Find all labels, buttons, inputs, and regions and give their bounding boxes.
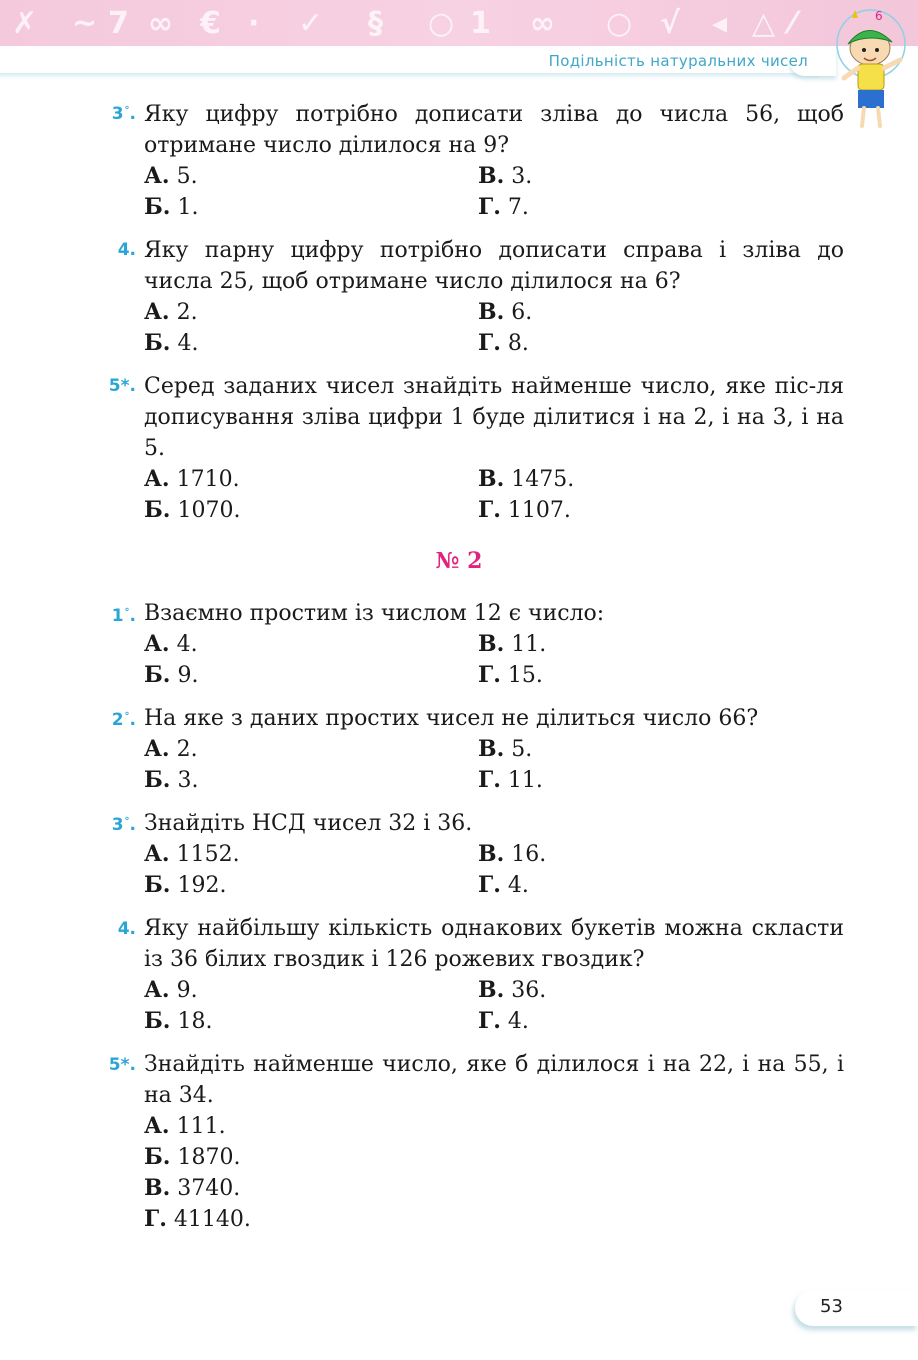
answer-options	[144, 734, 844, 796]
option-value: 36.	[511, 978, 547, 1003]
option-value: 111.	[176, 1114, 226, 1139]
answer-option[interactable]	[144, 629, 478, 660]
answer-option[interactable]	[478, 660, 808, 691]
section-header-title: Подільність натуральних чисел	[548, 52, 808, 70]
answer-option[interactable]	[478, 765, 808, 796]
question-text: Знайдіть НСД чисел 32 і 36.	[144, 811, 473, 836]
option-value: 4.	[177, 331, 199, 356]
option-value: 1870.	[177, 1145, 241, 1170]
option-value: 1.	[177, 195, 199, 220]
difficulty-mark: °	[124, 816, 130, 827]
mascot-eye	[875, 48, 879, 52]
option-letter: Г.	[478, 767, 501, 793]
answer-option[interactable]	[144, 734, 478, 765]
answer-option[interactable]	[144, 975, 478, 1006]
option-value: 2.	[176, 300, 198, 325]
question-number-value: 2	[111, 710, 124, 730]
option-letter: Б.	[144, 662, 171, 688]
option-letter: Г.	[478, 330, 501, 356]
decorative-symbol: 7	[108, 6, 129, 41]
decorative-symbol: ·	[248, 6, 260, 41]
option-letter: В.	[478, 841, 505, 867]
option-value: 7.	[507, 195, 529, 220]
option-value: 4.	[176, 632, 198, 657]
answer-options	[144, 1111, 844, 1235]
question-number-value: 4.	[117, 919, 136, 939]
question-block	[144, 371, 844, 526]
answer-option[interactable]	[478, 1006, 808, 1037]
answer-options	[144, 161, 844, 223]
answer-option[interactable]	[144, 161, 478, 192]
answer-option[interactable]	[144, 1204, 844, 1235]
number-dot: .	[129, 710, 136, 730]
option-value: 2.	[176, 737, 198, 762]
decorative-symbol: ◂	[712, 6, 728, 41]
option-value: 3.	[177, 768, 199, 793]
page-number: 53	[820, 1296, 843, 1317]
option-value: 6.	[511, 300, 533, 325]
option-value: 5.	[176, 164, 198, 189]
answer-options	[144, 297, 844, 359]
option-value: 3.	[511, 164, 533, 189]
star-icon	[852, 10, 858, 18]
question-number-value: 4.	[117, 240, 136, 260]
decorative-symbol: △	[752, 6, 776, 41]
question-number-value: 5	[108, 376, 121, 396]
mascot-yellow-shirt	[858, 64, 884, 90]
question-text: Яку найбільшу кількість однакових букетів можна скласти із 36 білих гвоздик і 126 рожевих гвоздик?	[144, 916, 844, 972]
question-block	[144, 99, 844, 223]
option-value: 11.	[507, 768, 543, 793]
option-letter: Г.	[478, 872, 501, 898]
option-letter: Б.	[144, 1144, 171, 1170]
question-text: Яку парну цифру потрібно дописати справа і зліва до числа 25, щоб отримане число ділилося на 6?	[144, 238, 844, 294]
option-value: 9.	[177, 663, 199, 688]
answer-option[interactable]	[144, 328, 478, 359]
option-value: 15.	[507, 663, 543, 688]
option-value: 9.	[176, 978, 198, 1003]
question-number	[100, 710, 136, 730]
answer-option[interactable]	[144, 870, 478, 901]
question-block	[144, 913, 844, 1037]
header-underline	[0, 73, 820, 79]
question-number	[100, 104, 136, 124]
option-letter: В.	[144, 1175, 171, 1201]
question-number	[100, 240, 136, 260]
option-value: 4.	[507, 1009, 529, 1034]
decorative-symbol: §	[368, 6, 383, 41]
number-dot: .	[129, 376, 136, 396]
option-value: 4.	[507, 873, 529, 898]
option-value: 1070.	[177, 498, 241, 523]
answer-option[interactable]	[144, 1111, 844, 1142]
option-letter: А.	[144, 977, 170, 1003]
question-number	[100, 919, 136, 939]
question-block	[144, 598, 844, 691]
answer-options	[144, 975, 844, 1037]
option-letter: А.	[144, 163, 170, 189]
option-letter: В.	[478, 977, 505, 1003]
difficulty-mark: *	[120, 376, 130, 396]
answer-option[interactable]	[144, 660, 478, 691]
decorative-symbol: ○	[606, 6, 633, 41]
option-value: 1475.	[511, 467, 575, 492]
option-letter: В.	[478, 466, 505, 492]
option-value: 1710.	[176, 467, 240, 492]
option-letter: А.	[144, 466, 170, 492]
option-letter: В.	[478, 163, 505, 189]
answer-option[interactable]	[478, 192, 808, 223]
difficulty-mark: °	[124, 607, 130, 618]
decorative-symbol: ~	[72, 6, 98, 41]
option-letter: Г.	[478, 1008, 501, 1034]
option-letter: Б.	[144, 194, 171, 220]
option-value: 1107.	[507, 498, 571, 523]
mascot-blue-shorts	[858, 90, 884, 108]
difficulty-mark: °	[124, 711, 130, 722]
option-letter: А.	[144, 841, 170, 867]
answer-option[interactable]	[144, 839, 478, 870]
decorative-symbol: ✗	[12, 6, 38, 41]
decorative-symbol: ○	[428, 6, 455, 41]
option-value: 1152.	[176, 842, 240, 867]
answer-option[interactable]	[478, 464, 808, 495]
option-value: 5.	[511, 737, 533, 762]
answer-option[interactable]	[478, 839, 808, 870]
mascot-eye	[862, 48, 866, 52]
answer-option[interactable]	[478, 870, 808, 901]
answer-option[interactable]	[144, 297, 478, 328]
question-text: Взаємно простим із числом 12 є число:	[144, 601, 605, 626]
decorative-symbol: €	[200, 6, 221, 41]
answer-option[interactable]	[144, 1006, 478, 1037]
answer-options	[144, 839, 844, 901]
option-letter: Г.	[478, 662, 501, 688]
question-text: Знайдіть найменше число, яке б ділилося і на 22, і на 55, і на 34.	[144, 1052, 844, 1108]
option-letter: В.	[478, 736, 505, 762]
option-letter: В.	[478, 631, 505, 657]
answer-option[interactable]	[144, 495, 478, 526]
question-number-value: 1	[111, 606, 124, 626]
answer-option[interactable]	[478, 297, 808, 328]
answer-option[interactable]	[478, 495, 808, 526]
answer-option[interactable]	[144, 1173, 844, 1204]
decorative-symbol: ⁄	[790, 6, 796, 41]
option-value: 8.	[507, 331, 529, 356]
question-number	[100, 376, 136, 396]
option-letter: Б.	[144, 1008, 171, 1034]
section-title: № 2	[435, 548, 483, 574]
option-letter: А.	[144, 1113, 170, 1139]
option-letter: Б.	[144, 330, 171, 356]
difficulty-mark: °	[124, 105, 130, 116]
question-text: На яке з даних простих чисел не ділиться число 66?	[144, 706, 759, 731]
number-dot: .	[129, 815, 136, 835]
decorative-symbol: √	[660, 6, 681, 41]
option-value: 3740.	[177, 1176, 241, 1201]
option-value: 192.	[177, 873, 227, 898]
page-number-tab	[795, 1290, 918, 1326]
decorative-symbol: ∞	[530, 6, 555, 41]
answer-option[interactable]	[144, 192, 478, 223]
question-block	[144, 1049, 844, 1235]
question-number	[100, 1055, 136, 1075]
option-value: 16.	[511, 842, 547, 867]
option-value: 11.	[511, 632, 547, 657]
option-letter: Б.	[144, 872, 171, 898]
difficulty-mark: *	[120, 1055, 130, 1075]
answer-option[interactable]	[478, 734, 808, 765]
answer-option[interactable]	[144, 765, 478, 796]
answer-option[interactable]	[478, 328, 808, 359]
answer-options	[144, 464, 844, 526]
option-letter: Б.	[144, 767, 171, 793]
mascot-number-label: 6	[875, 9, 883, 23]
answer-option[interactable]	[478, 975, 808, 1006]
option-letter: А.	[144, 631, 170, 657]
answer-options	[144, 629, 844, 691]
option-letter: Г.	[144, 1206, 167, 1232]
number-dot: .	[129, 1055, 136, 1075]
number-dot: .	[129, 104, 136, 124]
question-block	[144, 235, 844, 359]
question-text: Яку цифру потрібно дописати зліва до числа 56, щоб отримане число ділилося на 9?	[144, 102, 844, 158]
question-text: Серед заданих чисел знайдіть найменше число, яке піс-ля дописування зліва цифри 1 буде ділитися і на 2, і на 3, і на 5.	[144, 374, 844, 461]
question-number	[100, 606, 136, 626]
option-letter: В.	[478, 299, 505, 325]
decorative-symbol: ✓	[298, 6, 324, 41]
option-letter: А.	[144, 299, 170, 325]
option-letter: Б.	[144, 497, 171, 523]
option-letter: Г.	[478, 194, 501, 220]
decorative-symbol: 1	[470, 6, 491, 41]
mascot-legs	[862, 108, 880, 126]
question-block	[144, 703, 844, 796]
question-number	[100, 815, 136, 835]
option-value: 18.	[177, 1009, 213, 1034]
question-number-value: 3	[111, 815, 124, 835]
top-decorative-band	[0, 0, 918, 46]
answer-option[interactable]	[478, 629, 808, 660]
option-letter: А.	[144, 736, 170, 762]
answer-option[interactable]	[144, 1142, 844, 1173]
question-number-value: 5	[108, 1055, 121, 1075]
question-number-value: 3	[111, 104, 124, 124]
number-dot: .	[129, 606, 136, 626]
decorative-symbol: ∞	[148, 6, 173, 41]
answer-option[interactable]	[478, 161, 808, 192]
question-block	[144, 808, 844, 901]
option-value: 41140.	[173, 1207, 251, 1232]
option-letter: Г.	[478, 497, 501, 523]
answer-option[interactable]	[144, 464, 478, 495]
